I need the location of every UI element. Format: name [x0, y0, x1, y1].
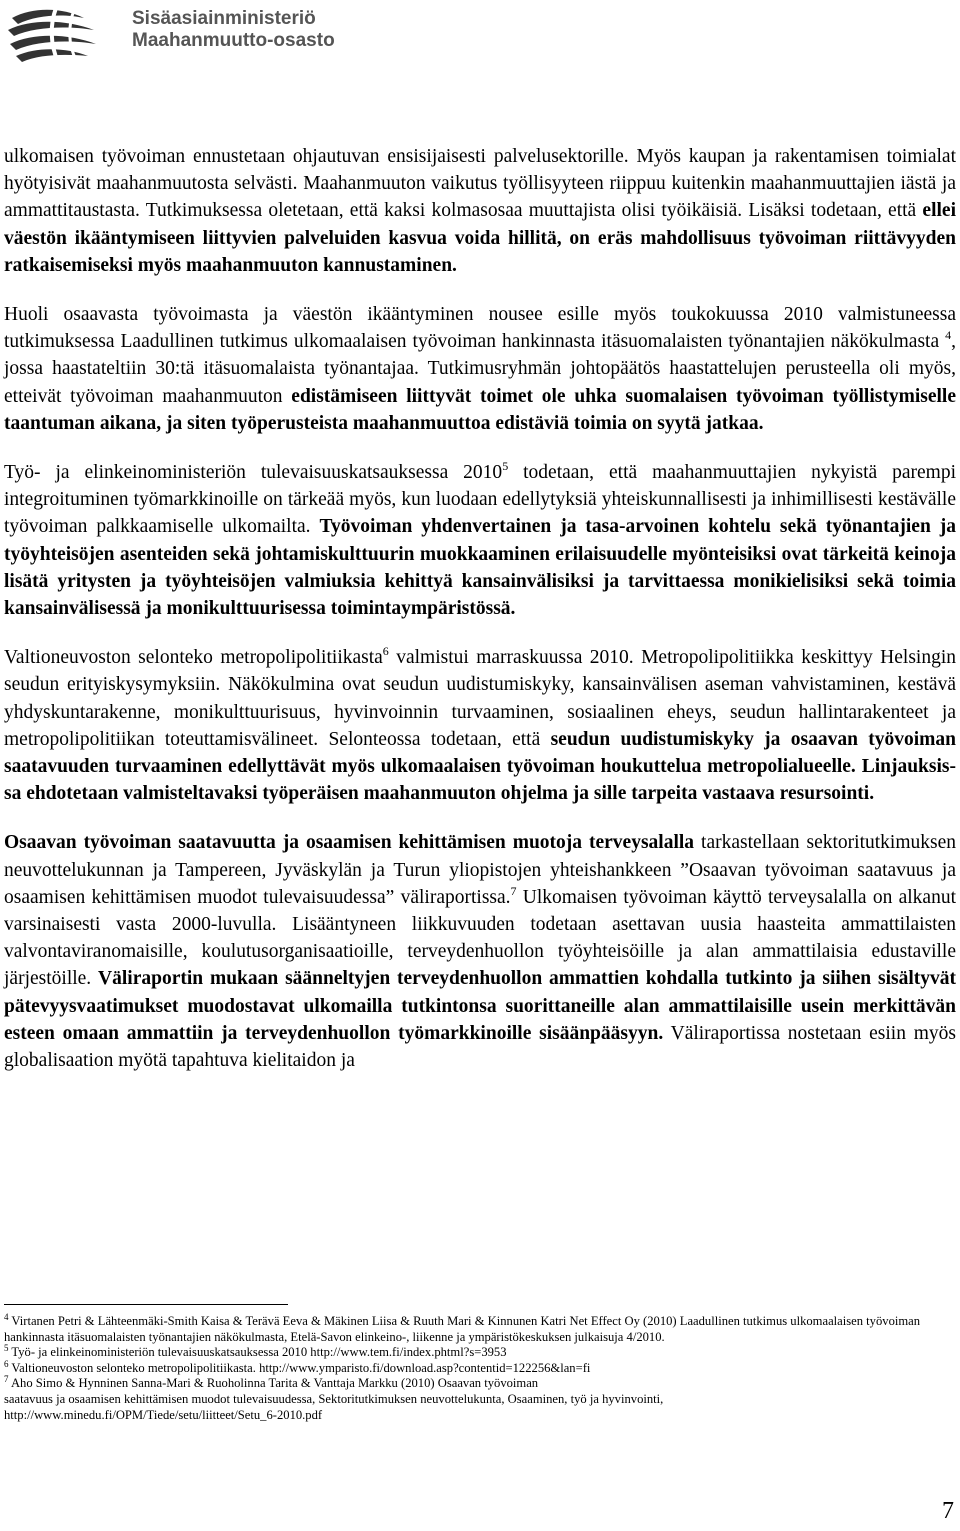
p3-text-b: todetaan, että maahanmuuttajien nykyistä parempi integroituminen työmarkkinoille on tärkeää myös, kun luodaan edellytyksiä yhteiskunnallisesti ja inhimillisesti kestävälle työvoiman palkkaamiselle ulkomailta. — [4, 462, 956, 538]
page-number: 7 — [942, 1498, 954, 1524]
footnote-4 — [4, 1314, 956, 1345]
footnote-7-number: 7 — [4, 1374, 9, 1385]
footnote-6-text: Valtioneuvoston selonteko metropolipolitiikasta. http://www.ymparisto.fi/download.asp?contentid=122256&lan=fi — [8, 1360, 591, 1375]
org-line-department: Maahanmuutto-osasto — [132, 30, 335, 51]
paragraph-1 — [4, 143, 956, 279]
footnote-5 — [4, 1345, 956, 1361]
org-line-ministry: Sisäasiainministeriö — [132, 8, 316, 29]
footnote-4-number: 4 — [4, 1312, 9, 1322]
footnote-separator — [4, 1304, 288, 1305]
footnote-7-link[interactable]: http://www.minedu.fi/OPM/Tiede/setu/liitteet/Setu_6-2010.pdf — [4, 1407, 323, 1422]
p5-text-e: Väliraportissa nostetaan esiin myös globalisaation myötä tapahtuva kielitaidon ja — [4, 1022, 956, 1072]
footnote-ref-7: 7 — [510, 883, 517, 898]
p2-text-b: , jossa haastateltiin 30:tä itäsuomalaista työnantajaa. Tutkimusryhmän johtopäätös haastattelujen perusteella oli myös, etteivät työvoiman maahanmuuton — [4, 331, 956, 407]
p3-bold: Työvoiman yhdenvertainen ja tasa-arvoinen kohtelu sekä työnantajien ja työyhteisöjen asenteiden sekä johtamiskulttuurin muokkaaminen erilaisuudelle myönteisiksi ovat tärkeitä keinoja lisätä yritysten ja työyhteisöjen valmiuksia kehittyä kansainvälisiksi ja tarvittaessa monikielisiksi sekä toimia kansainvälisessä ja monikulttuurisessa toimintaympäristössä. — [4, 516, 956, 620]
paragraph-3 — [4, 459, 956, 622]
footnote-6 — [4, 1358, 956, 1377]
p2-text: Huoli osaavasta työvoimasta ja väestön ikääntyminen nousee esille myös toukokuussa 2010 valmistuneessa tutkimuksessa Laadullinen tutkimus ulkomaalaisen työvoiman hankinnasta itäsuomalaisten työnantajien näkökulmasta — [4, 304, 956, 353]
p4-text: Valtioneuvoston selonteko metropolipolitiikasta — [4, 647, 383, 669]
ministry-logo — [4, 4, 120, 64]
footnote-5-text: Työ- ja elinkeinoministeriön tulevaisuuskatsauksessa 2010 http://www.tem.fi/index.phtml?s=3953 — [8, 1345, 507, 1360]
footnote-4-text: Virtanen Petri & Lähteenmäki-Smith Kaisa & Terävä Eeva & Mäkinen Liisa & Ruuth Mari & Kinnunen Katri Net Effect Oy (2010) Laadullinen tutkimus ulkomaalaisen työvoiman hankinnasta itäsuomalaisten työnantajien näkökulmasta, Etelä-Savon elinkeino-, liikenne ja ympäristökeskuksen julkaisuja 4/2010. — [4, 1314, 921, 1344]
p5-bold: Väliraportin mukaan säänneltyjen terveydenhuollon ammattien kohdalla tutkinto ja siihen sisältyvät pätevyysvaatimukset muodostavat ulkomailla tutkintonsa suorittaneille alan ammattilaisille usein merkittävän esteen omaan ammattiin ja terveydenhuollon työmarkkinoille sisäänpääsyyn. — [4, 968, 956, 1044]
footnote-ref-5: 5 — [502, 459, 509, 474]
organization-name — [132, 8, 335, 52]
footnote-7 — [4, 1376, 956, 1392]
footnote-7-text: Aho Simo & Hynninen Sanna-Mari & Ruoholinna Tarita & Vanttaja Markku (2010) Osaavan työvoiman — [8, 1376, 539, 1391]
footnote-7-line-2: saatavuus ja osaamisen kehittämisen muodot tulevaisuudessa, Sektoritutkimuksen neuvottelukunta, Osaaminen, työ ja hyvinvointi, — [4, 1391, 664, 1406]
p1-bold: ellei väestön ikääntymiseen liittyvien palveluiden kasvua voida hillitä, on eräs mahdollisuus työvoiman riittävyyden ratkaisemiseksi myös maahanmuuton kannustaminen. — [4, 200, 956, 276]
footnote-ref-6: 6 — [382, 644, 389, 659]
footnotes — [4, 1314, 956, 1423]
p1-text: ulkomaisen työvoiman ennustetaan ohjautuvan ensisijaisesti palvelusektorille. Myös kaupan ja rakentamisen toimialat hyötyisivät maahanmuutosta selvästi. Maahanmuuton vaikutus työllisyyteen riippuu kuitenkin maahanmuuttajien iästä ja ammattitaustasta. Tutkimuksessa oletetaan, että kaksi kolmasosaa muuttajista olisi työikäisiä. Lisäksi todetaan, että — [4, 146, 956, 222]
p2-bold: edistämiseen liittyvät toimet ole uhka suomalaisen työvoiman työllistymiselle taantuman aikana, ja siten työperusteista maahanmuuttoa edistäviä toimia on syytä jatkaa. — [4, 385, 956, 434]
paragraph-4 — [4, 644, 956, 807]
p5-bold-lead: Osaavan työvoiman saatavuutta ja osaamisen kehittämisen muotoja terveysalalla — [4, 832, 695, 854]
p5-text-c: Ulkomaisen työvoiman käyttö terveysalalla on alkanut varsinaisesti vasta 2000-luvulla. Lisääntyneen liikkuvuuden todetaan asettavan uusia haasteita ammattilaisten valvontaviranomaisille, koulutusorganisaatioille, terveydenhuollon työyhteisöille ja alan ammattilaisia edustaville järjestöille. — [4, 886, 956, 990]
paragraph-5 — [4, 829, 956, 1074]
p3-text: Työ- ja elinkeinoministeriön tulevaisuuskatsauksessa 2010 — [4, 462, 503, 484]
footnote-6-number: 6 — [4, 1358, 9, 1369]
paragraph-2 — [4, 301, 956, 437]
document-body — [4, 143, 956, 1096]
footnote-5-number: 5 — [4, 1343, 9, 1354]
p5-text: tarkastellaan sektoritutkimuksen neuvottelukunnan ja Tampereen, Jyväskylän ja Turun yliopistojen yhteishankkeen ”Osaavan työvoiman saatavuus ja osaamisen kehittämisen muodot tulevaisuudessa” väliraportissa. — [4, 832, 957, 908]
p4-text-b: valmistui marraskuussa 2010. Metropolipolitiikka keskittyy Helsingin seudun erityiskysymyksiin. Näkökulmina ovat seudun uudistumiskyky, kansainvälisen aseman vahvistaminen, kestävä yhdyskuntarakenne, monikulttuurisuus, hyvinvoinnin turvaaminen, sosiaalinen eheys, seudun hallintarakenteet ja metropolipolitiikan toteuttamisvälineet. Selonteossa todetaan, että — [4, 647, 956, 750]
p4-bold: seudun uudistumiskyky ja osaavan työvoiman saatavuuden turvaaminen edellyttävät myös ulkomaalaisen työvoiman houkuttelua metropolialueelle. Linjauksissa ehdotetaan valmisteltavaksi työperäisen maahanmuuton ohjelma ja sille tarpeita vastaava resursointi. — [4, 728, 956, 805]
footnote-ref-4: 4 — [945, 328, 952, 343]
